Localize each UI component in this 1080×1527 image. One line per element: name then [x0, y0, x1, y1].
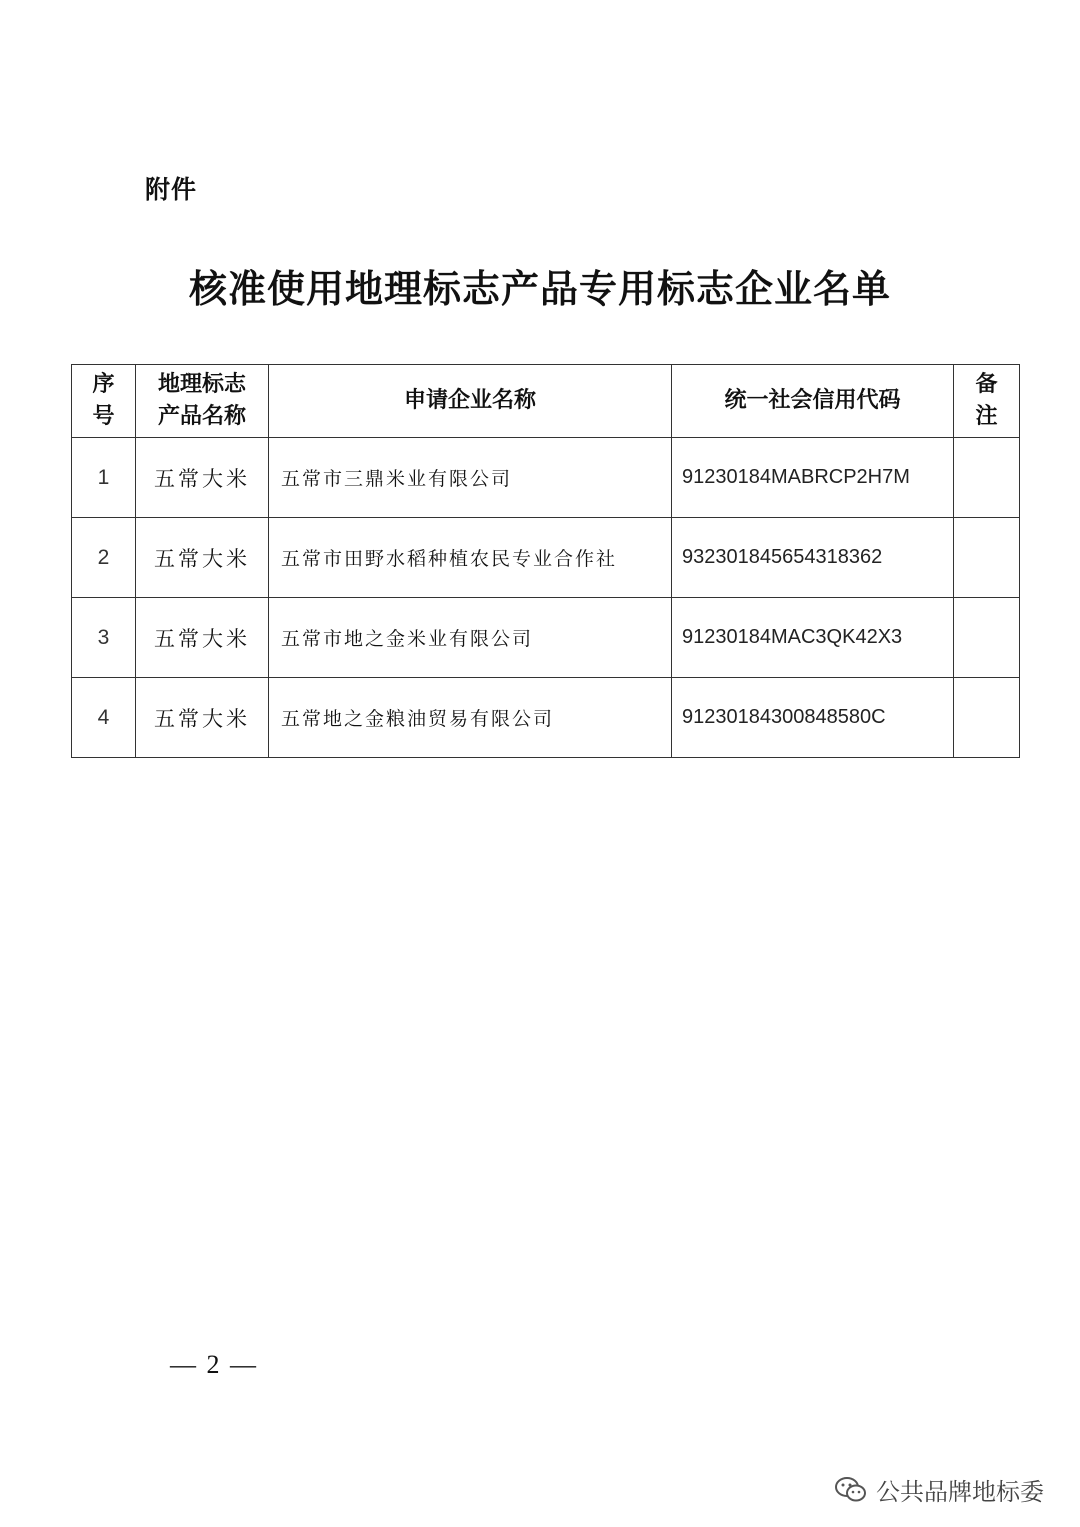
header-product-line1: 地理标志 [157, 372, 246, 397]
row-code: 91230184MABRCP2H7M [672, 438, 954, 518]
row-seq: 1 [72, 438, 136, 518]
table-header-row [72, 365, 1020, 438]
header-remark [954, 365, 1020, 438]
table-row [72, 518, 1020, 598]
document-title: 核准使用地理标志产品专用标志企业名单 [188, 266, 891, 311]
table-row [72, 598, 1020, 678]
row-product: 五常大米 [136, 438, 269, 518]
row-code: 91230184300848580C [672, 678, 954, 758]
header-seq-line1: 序 [92, 372, 115, 397]
table-row [72, 438, 1020, 518]
attachment-label: 附件 [145, 175, 198, 204]
row-company: 五常市三鼎米业有限公司 [269, 438, 672, 518]
wechat-icon [834, 1476, 868, 1504]
row-company: 五常地之金粮油贸易有限公司 [269, 678, 672, 758]
row-seq: 4 [72, 678, 136, 758]
table-row [72, 678, 1020, 758]
row-code: 932301845654318362 [672, 518, 954, 598]
header-code: 统一社会信用代码 [672, 365, 954, 438]
row-product: 五常大米 [136, 518, 269, 598]
row-code: 91230184MAC3QK42X3 [672, 598, 954, 678]
header-remark-line2: 注 [975, 404, 998, 429]
watermark-text: 公共品牌地标委 [876, 1478, 1044, 1506]
row-remark [954, 678, 1020, 758]
header-seq [72, 365, 136, 438]
row-remark [954, 518, 1020, 598]
page-number: — 2 — [170, 1350, 258, 1379]
row-remark [954, 598, 1020, 678]
header-seq-line2: 号 [92, 404, 115, 429]
row-product: 五常大米 [136, 598, 269, 678]
header-remark-line1: 备 [975, 372, 998, 397]
row-seq: 2 [72, 518, 136, 598]
header-product [136, 365, 269, 438]
row-company: 五常市田野水稻种植农民专业合作社 [269, 518, 672, 598]
header-product-line2: 产品名称 [157, 404, 246, 429]
row-company: 五常市地之金米业有限公司 [269, 598, 672, 678]
row-seq: 3 [72, 598, 136, 678]
header-company: 申请企业名称 [269, 365, 672, 438]
row-product: 五常大米 [136, 678, 269, 758]
row-remark [954, 438, 1020, 518]
watermark [834, 1472, 1044, 1507]
enterprise-list-table [71, 364, 1020, 758]
